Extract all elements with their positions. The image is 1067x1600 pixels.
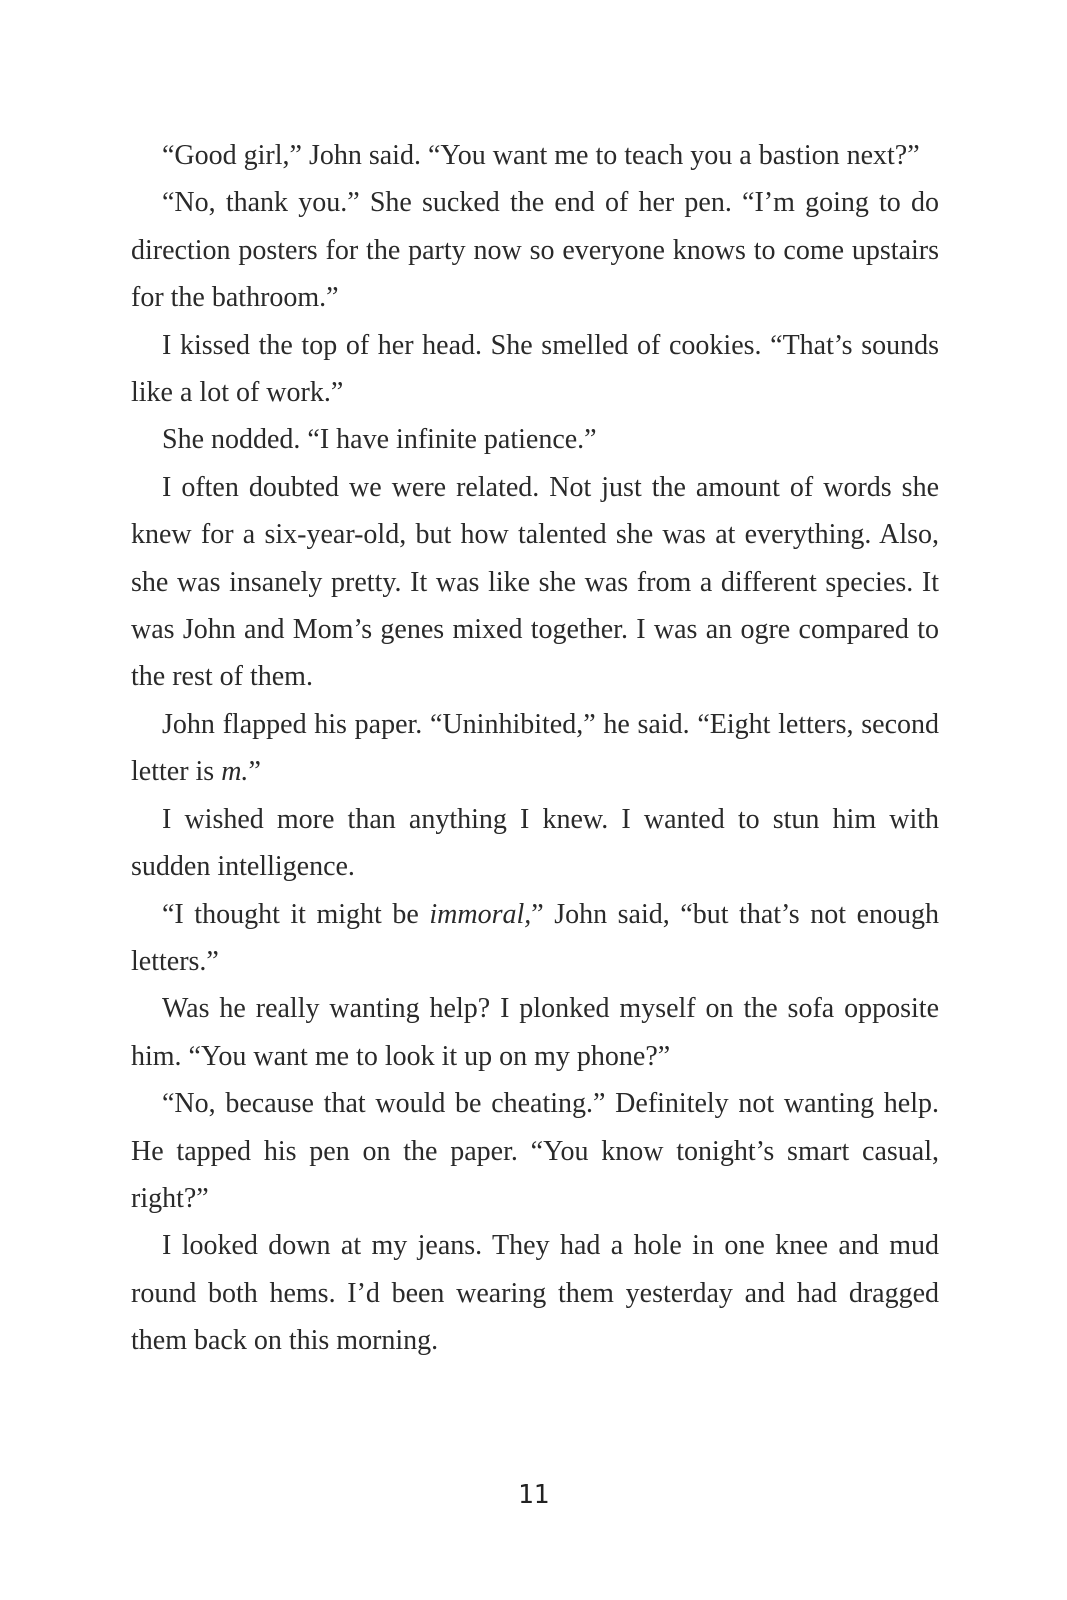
paragraph-2: “No, thank you.” She sucked the end of her pen. “I’m going to do direction posters for the party now so everyone knows to come upstairs for the bathroom.” — [131, 187, 939, 314]
body-text — [131, 132, 939, 1365]
paragraph-1: “Good girl,” John said. “You want me to teach you a bastion next?” — [162, 140, 920, 171]
paragraph-6 — [131, 701, 939, 796]
paragraph-4: She nodded. “I have infinite patience.” — [162, 424, 597, 456]
paragraph-8-emphasis: immoral, — [429, 898, 532, 930]
paragraph-8 — [131, 891, 939, 986]
paragraph-8-before: “I thought it might be — [162, 898, 430, 930]
paragraph-3: I kissed the top of her head. She smelled of cookies. “That’s sounds like a lot of work.” — [131, 329, 939, 409]
paragraph-10: “No, because that would be cheating.” Definitely not wanting help. He tapped his pen on the paper. “You know tonight’s smart casual, right?” — [131, 1088, 939, 1214]
paragraph-6-after: ” — [248, 756, 261, 788]
paragraph-9: Was he really wanting help? I plonked myself on the sofa opposite him. “You want me to look it up on my phone?” — [131, 993, 939, 1072]
paragraph-5: I often doubted we were related. Not just the amount of words she knew for a six-year-old, but how talented she was at everything. Also, she was insanely pretty. It was like she was from a different species. It was John and Mom’s genes mixed together. I was an ogre compared to the rest of them. — [131, 471, 939, 693]
paragraph-11: I looked down at my jeans. They had a hole in one knee and mud round both hems. I’d been wearing them yesterday and had dragged them back on this morning. — [131, 1230, 939, 1357]
page-number: 11 — [517, 1480, 550, 1510]
paragraph-8-after: ” John said, “but that’s not enough letters.” — [131, 898, 939, 977]
paragraph-7: I wished more than anything I knew. I wanted to stun him with sudden intelligence. — [131, 803, 939, 883]
paragraph-6-before: John flapped his paper. “Uninhibited,” he said. “Eight letters, second letter is — [131, 708, 939, 788]
paragraph-6-emphasis: m. — [221, 756, 249, 788]
